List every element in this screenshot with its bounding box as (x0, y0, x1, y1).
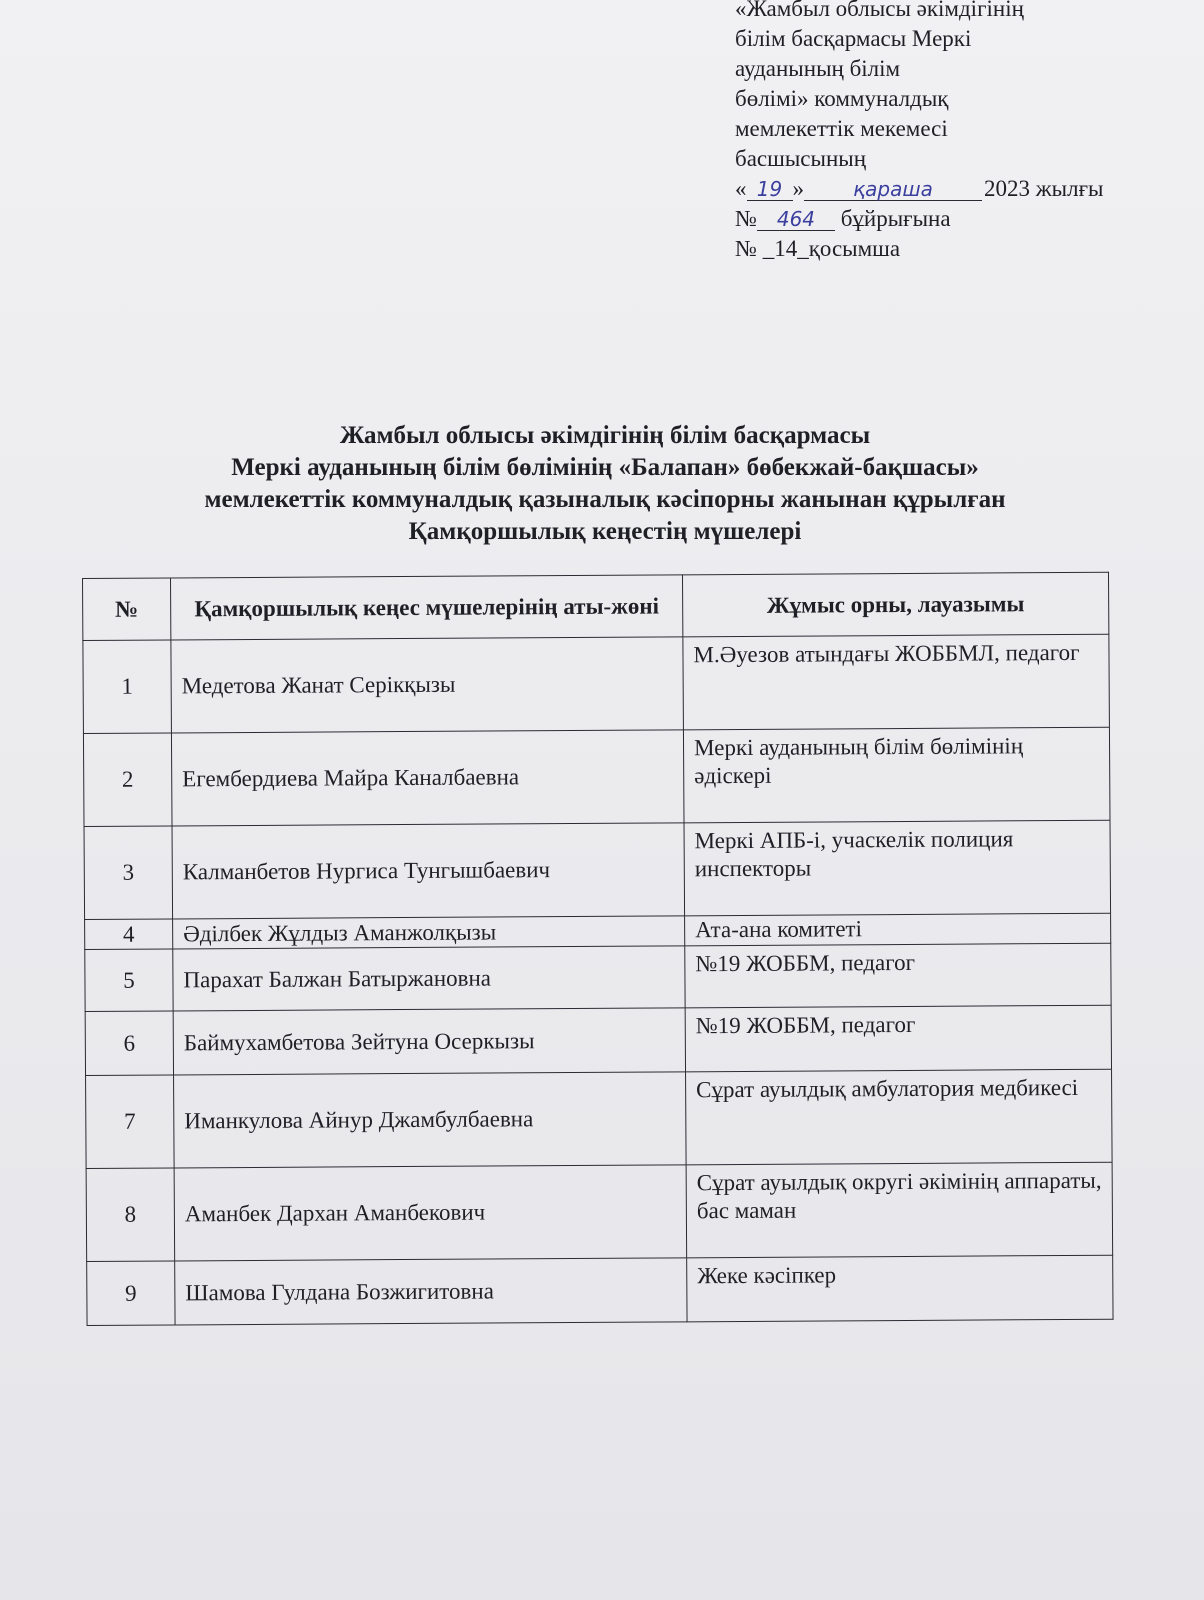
row-number: 1 (83, 640, 172, 734)
order-suffix: бұйрығына (834, 206, 951, 231)
table-row (84, 820, 1111, 919)
order-day-handwritten: 19 (747, 178, 793, 201)
member-position: №19 ЖОББМ, педагог (685, 943, 1111, 1008)
table-header-row (83, 572, 1109, 640)
order-year: 2023 жылғы (984, 176, 1104, 201)
table-row (85, 943, 1111, 1011)
row-number: 3 (84, 826, 173, 920)
member-name: Егембердиева Майра Каналбаевна (171, 730, 684, 826)
title-line-3: мемлекеттік коммуналдық қазыналық кәсіпорны жанынан құрылған (204, 486, 1006, 513)
row-number: 5 (85, 949, 173, 1012)
member-position: №19 ЖОББМ, педагог (685, 1005, 1111, 1072)
members-table (82, 572, 1114, 1326)
member-position: Меркі ауданының білім бөлімінің әдіскері (683, 727, 1110, 823)
order-date-line (735, 174, 1175, 204)
row-number: 9 (87, 1261, 175, 1326)
annex-line-2: білім басқармасы Меркі (735, 26, 972, 51)
row-number: 6 (85, 1011, 173, 1076)
order-month-handwritten: қараша (804, 178, 982, 201)
row-number: 4 (85, 919, 173, 950)
member-name: Калманбетов Нургиса Тунгышбаевич (172, 823, 685, 919)
table-row (85, 1005, 1111, 1075)
annex-line-4: бөлімі» коммуналдық (735, 86, 949, 111)
member-position: М.Әуезов атындағы ЖОББМЛ, педагог (683, 634, 1110, 730)
title-line-1: Жамбыл облысы әкімдігінің білім басқармасы (339, 422, 871, 449)
quote-close: » (792, 176, 804, 201)
member-position: Сұрат ауылдық округі әкімінің аппараты, бас маман (686, 1162, 1113, 1258)
member-name: Әділбек Жұлдыз Аманжолқызы (173, 916, 685, 949)
annex-header (735, 0, 1175, 264)
member-position: Меркі АПБ-і, учаскелік полиция инспекторы (684, 820, 1111, 916)
table-row (86, 1069, 1113, 1168)
member-position: Жеке кәсіпкер (687, 1255, 1113, 1322)
order-number-line (735, 204, 1175, 234)
header-position: Жұмыс орны, лауазымы (682, 572, 1108, 637)
header-number: № (83, 578, 171, 641)
table-row (86, 1162, 1113, 1261)
annex-line-6: басшысының (735, 146, 867, 171)
member-name: Аманбек Дархан Аманбекович (174, 1165, 687, 1261)
member-name: Баймухамбетова Зейтуна Осеркызы (173, 1008, 685, 1075)
row-number: 2 (83, 733, 172, 827)
table-row (87, 1255, 1113, 1325)
number-sign: № (735, 206, 757, 231)
member-name: Парахат Балжан Батыржановна (173, 946, 685, 1011)
table-row (83, 634, 1110, 733)
order-number-handwritten: 464 (757, 208, 835, 231)
table-row (83, 727, 1110, 826)
member-name: Шамова Гулдана Бозжигитовна (175, 1258, 687, 1325)
annex-line-3: ауданының білім (735, 56, 901, 81)
title-line-4: Қамқоршылық кеңестің мүшелері (408, 518, 802, 545)
member-position: Ата-ана комитеті (685, 913, 1111, 946)
annex-line-1: «Жамбыл облысы әкімдігінің (735, 0, 1024, 21)
row-number: 7 (86, 1075, 175, 1169)
row-number: 8 (86, 1168, 175, 1262)
member-name: Иманкулова Айнур Джамбулбаевна (174, 1072, 687, 1168)
member-position: Сұрат ауылдық амбулатория медбикесі (686, 1069, 1113, 1165)
appendix-number: № _14_қосымша (735, 236, 901, 261)
member-name: Медетова Жанат Серікқызы (171, 637, 684, 733)
quote-open: « (735, 176, 747, 201)
annex-line-5: мемлекеттік мекемесі (735, 116, 948, 141)
header-full-name: Қамқоршылық кеңес мүшелерінің аты-жөні (171, 575, 683, 640)
title-line-2: Меркі ауданының білім бөлімінің «Балапан» бөбекжай-бақшасы» (231, 454, 979, 481)
document-title (60, 420, 1150, 548)
